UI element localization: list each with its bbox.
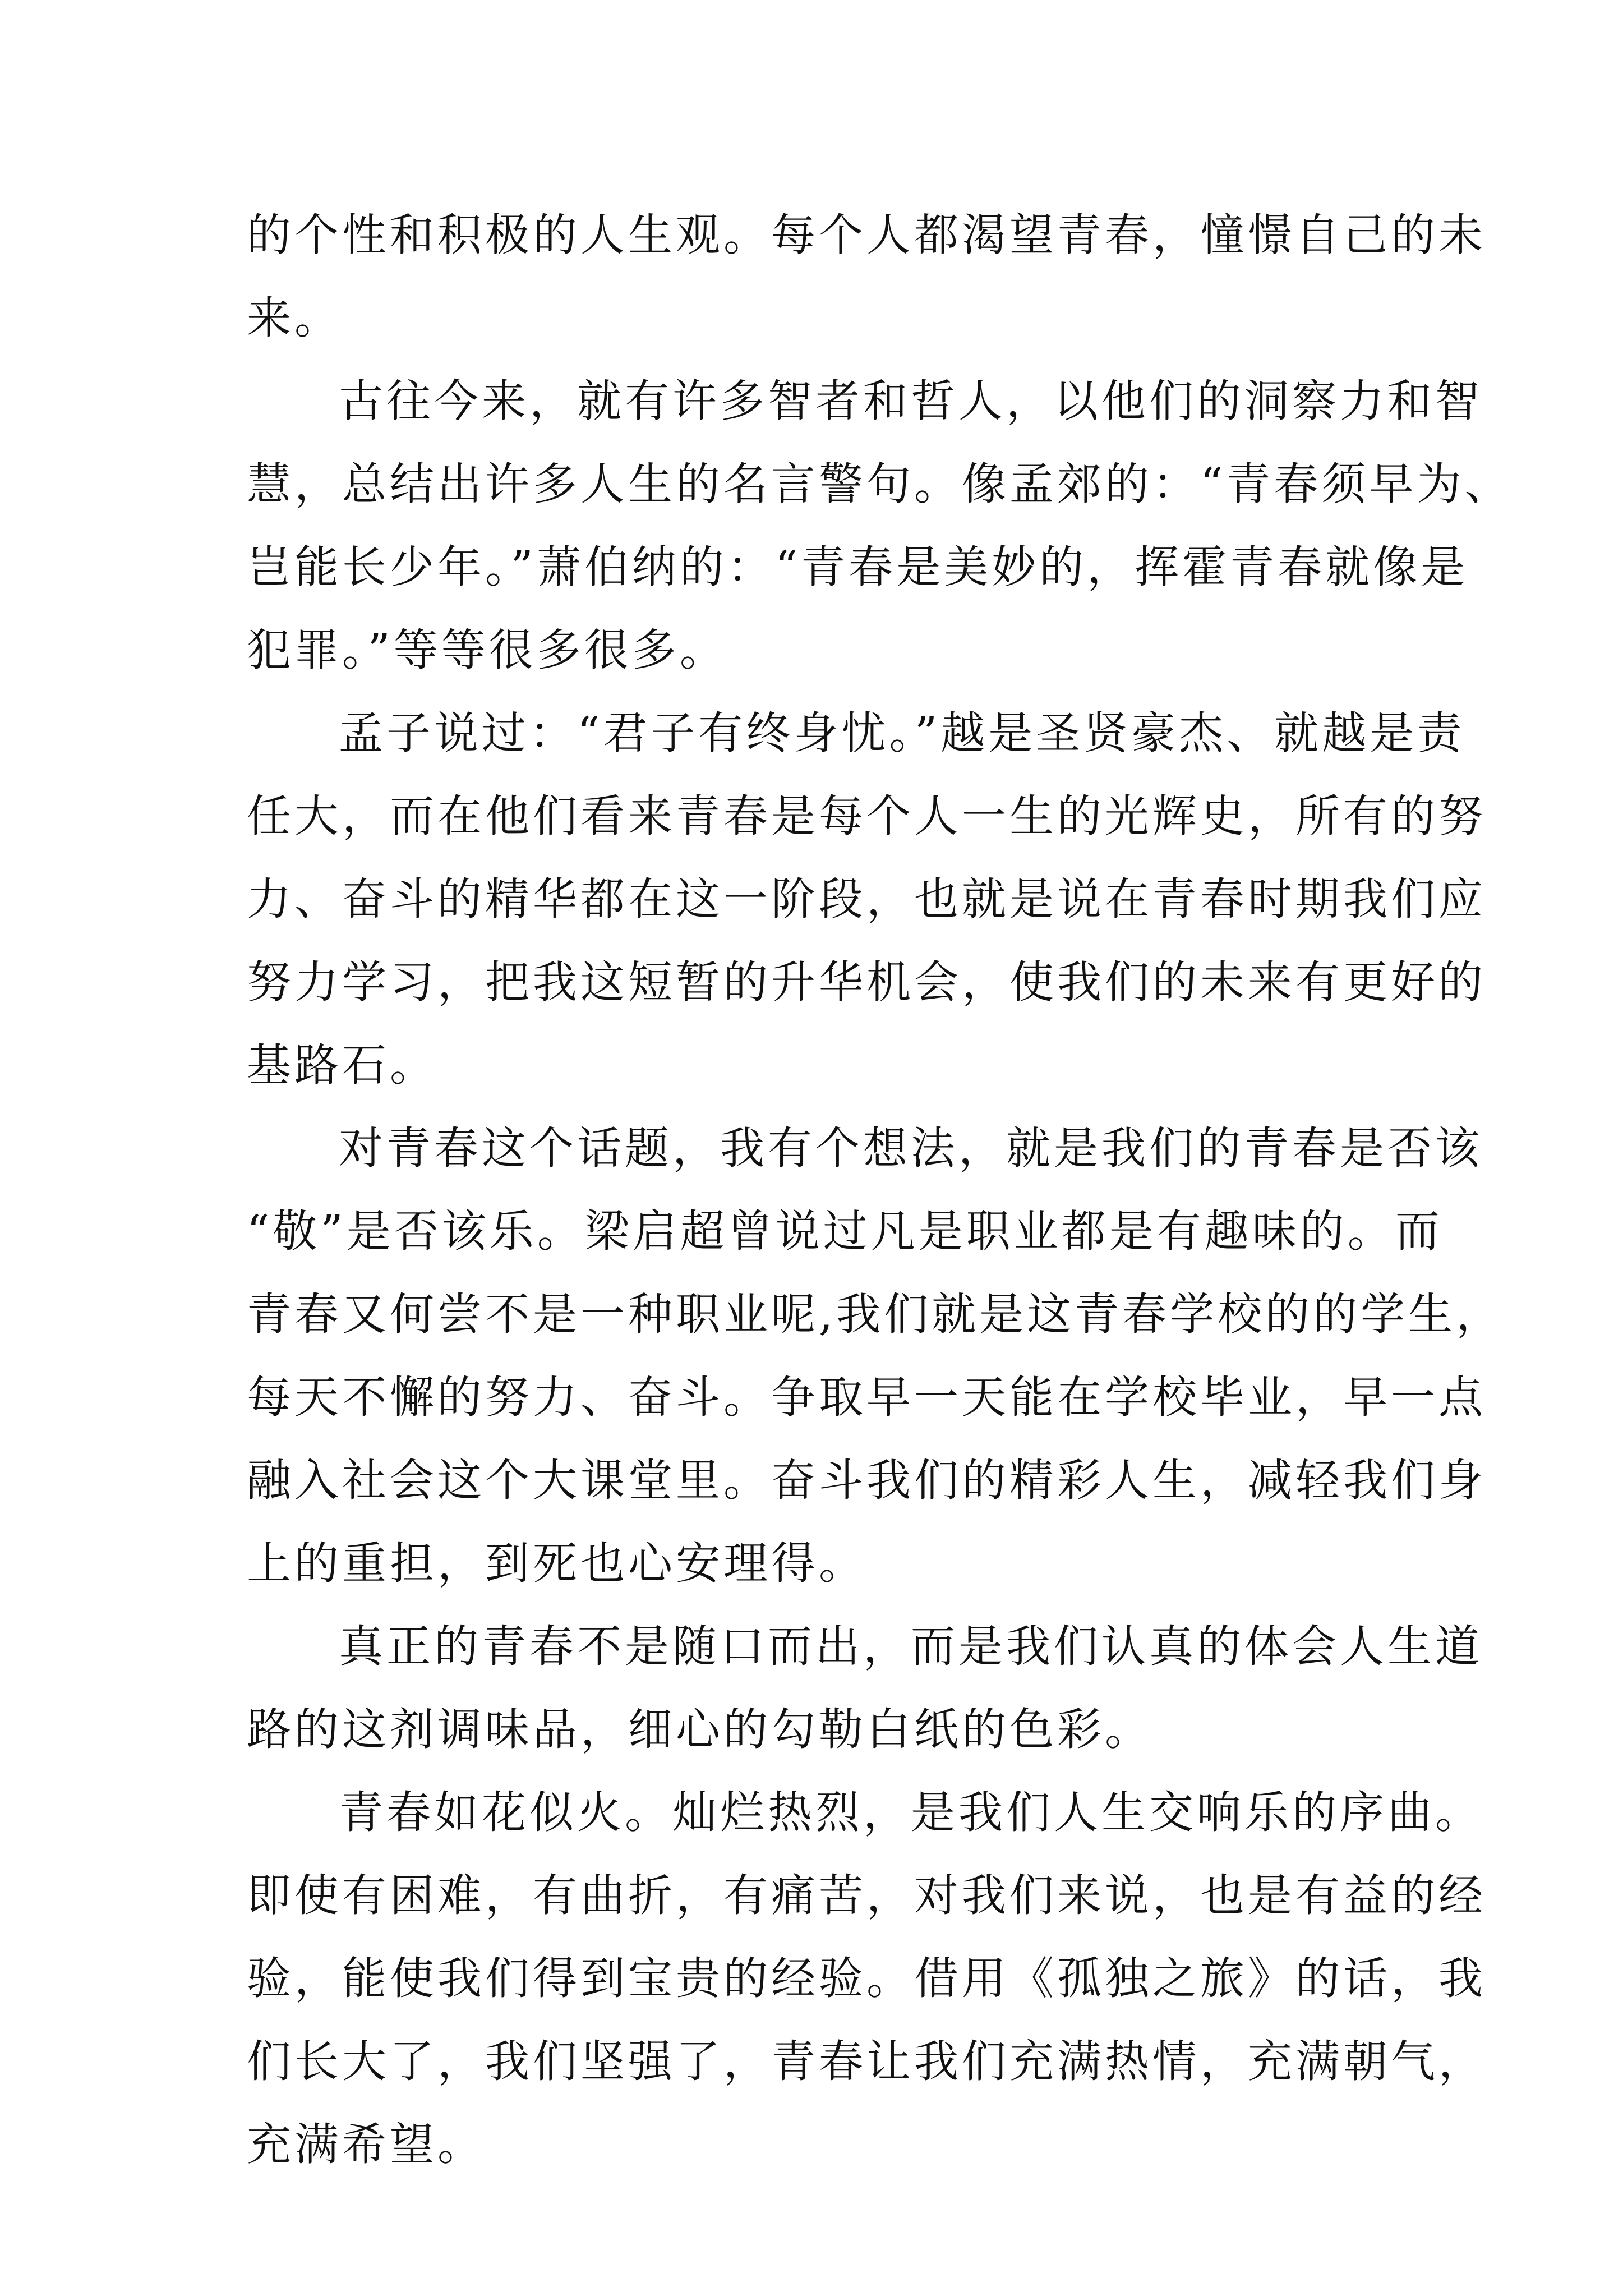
text-line: 路的这剂调味品，细心的勾勒白纸的色彩。 <box>247 1704 1152 1755</box>
text-line: 青春又何尝不是一种职业呢,我们就是这青春学校的的学生， <box>247 1289 1504 1340</box>
text-line: 对青春这个话题，我有个想法，就是我们的青春是否该 <box>339 1122 1483 1174</box>
text-line: 孟子说过：“君子有终身忧。”越是圣贤豪杰、就越是责 <box>339 707 1465 759</box>
text-line: 的个性和积极的人生观。每个人都渴望青春，憧憬自己的未 <box>247 209 1486 261</box>
text-line: 慧，总结出许多人生的名言警句。像孟郊的：“青春须早为、 <box>247 458 1513 510</box>
text-line: 力、奋斗的精华都在这一阶段，也就是说在青春时期我们应 <box>247 873 1486 925</box>
text-line: “敬”是否该乐。梁启超曾说过凡是职业都是有趣味的。而 <box>247 1205 1443 1257</box>
text-line: 努力学习，把我这短暂的升华机会，使我们的未来有更好的 <box>247 956 1486 1008</box>
text-line: 来。 <box>247 292 342 344</box>
text-line: 基路石。 <box>247 1039 437 1091</box>
text-line: 充满希望。 <box>247 2119 485 2170</box>
text-line: 任大，而在他们看来青春是每个人一生的光辉史，所有的努 <box>247 790 1486 842</box>
text-line: 们长大了，我们坚强了，青春让我们充满热情，充满朝气， <box>247 2036 1486 2087</box>
text-line: 青春如花似火。灿烂热烈，是我们人生交响乐的序曲。 <box>339 1787 1483 1838</box>
text-line: 即使有困难，有曲折，有痛苦，对我们来说，也是有益的经 <box>247 1870 1486 1921</box>
text-line: 真正的青春不是随口而出，而是我们认真的体会人生道 <box>339 1621 1483 1672</box>
document-body <box>247 194 1513 2186</box>
text-line: 验，能使我们得到宝贵的经验。借用《孤独之旅》的话，我 <box>247 1953 1486 2004</box>
text-line: 岂能长少年。”萧伯纳的：“青春是美妙的，挥霍青春就像是 <box>247 541 1469 593</box>
text-line: 犯罪。”等等很多很多。 <box>247 624 727 676</box>
text-line: 古往今来，就有许多智者和哲人，以他们的洞察力和智 <box>339 375 1483 427</box>
text-line: 每天不懈的努力、奋斗。争取早一天能在学校毕业，早一点 <box>247 1372 1486 1423</box>
text-line: 融入社会这个大课堂里。奋斗我们的精彩人生，减轻我们身 <box>247 1455 1486 1506</box>
text-line: 上的重担，到死也心安理得。 <box>247 1538 866 1589</box>
